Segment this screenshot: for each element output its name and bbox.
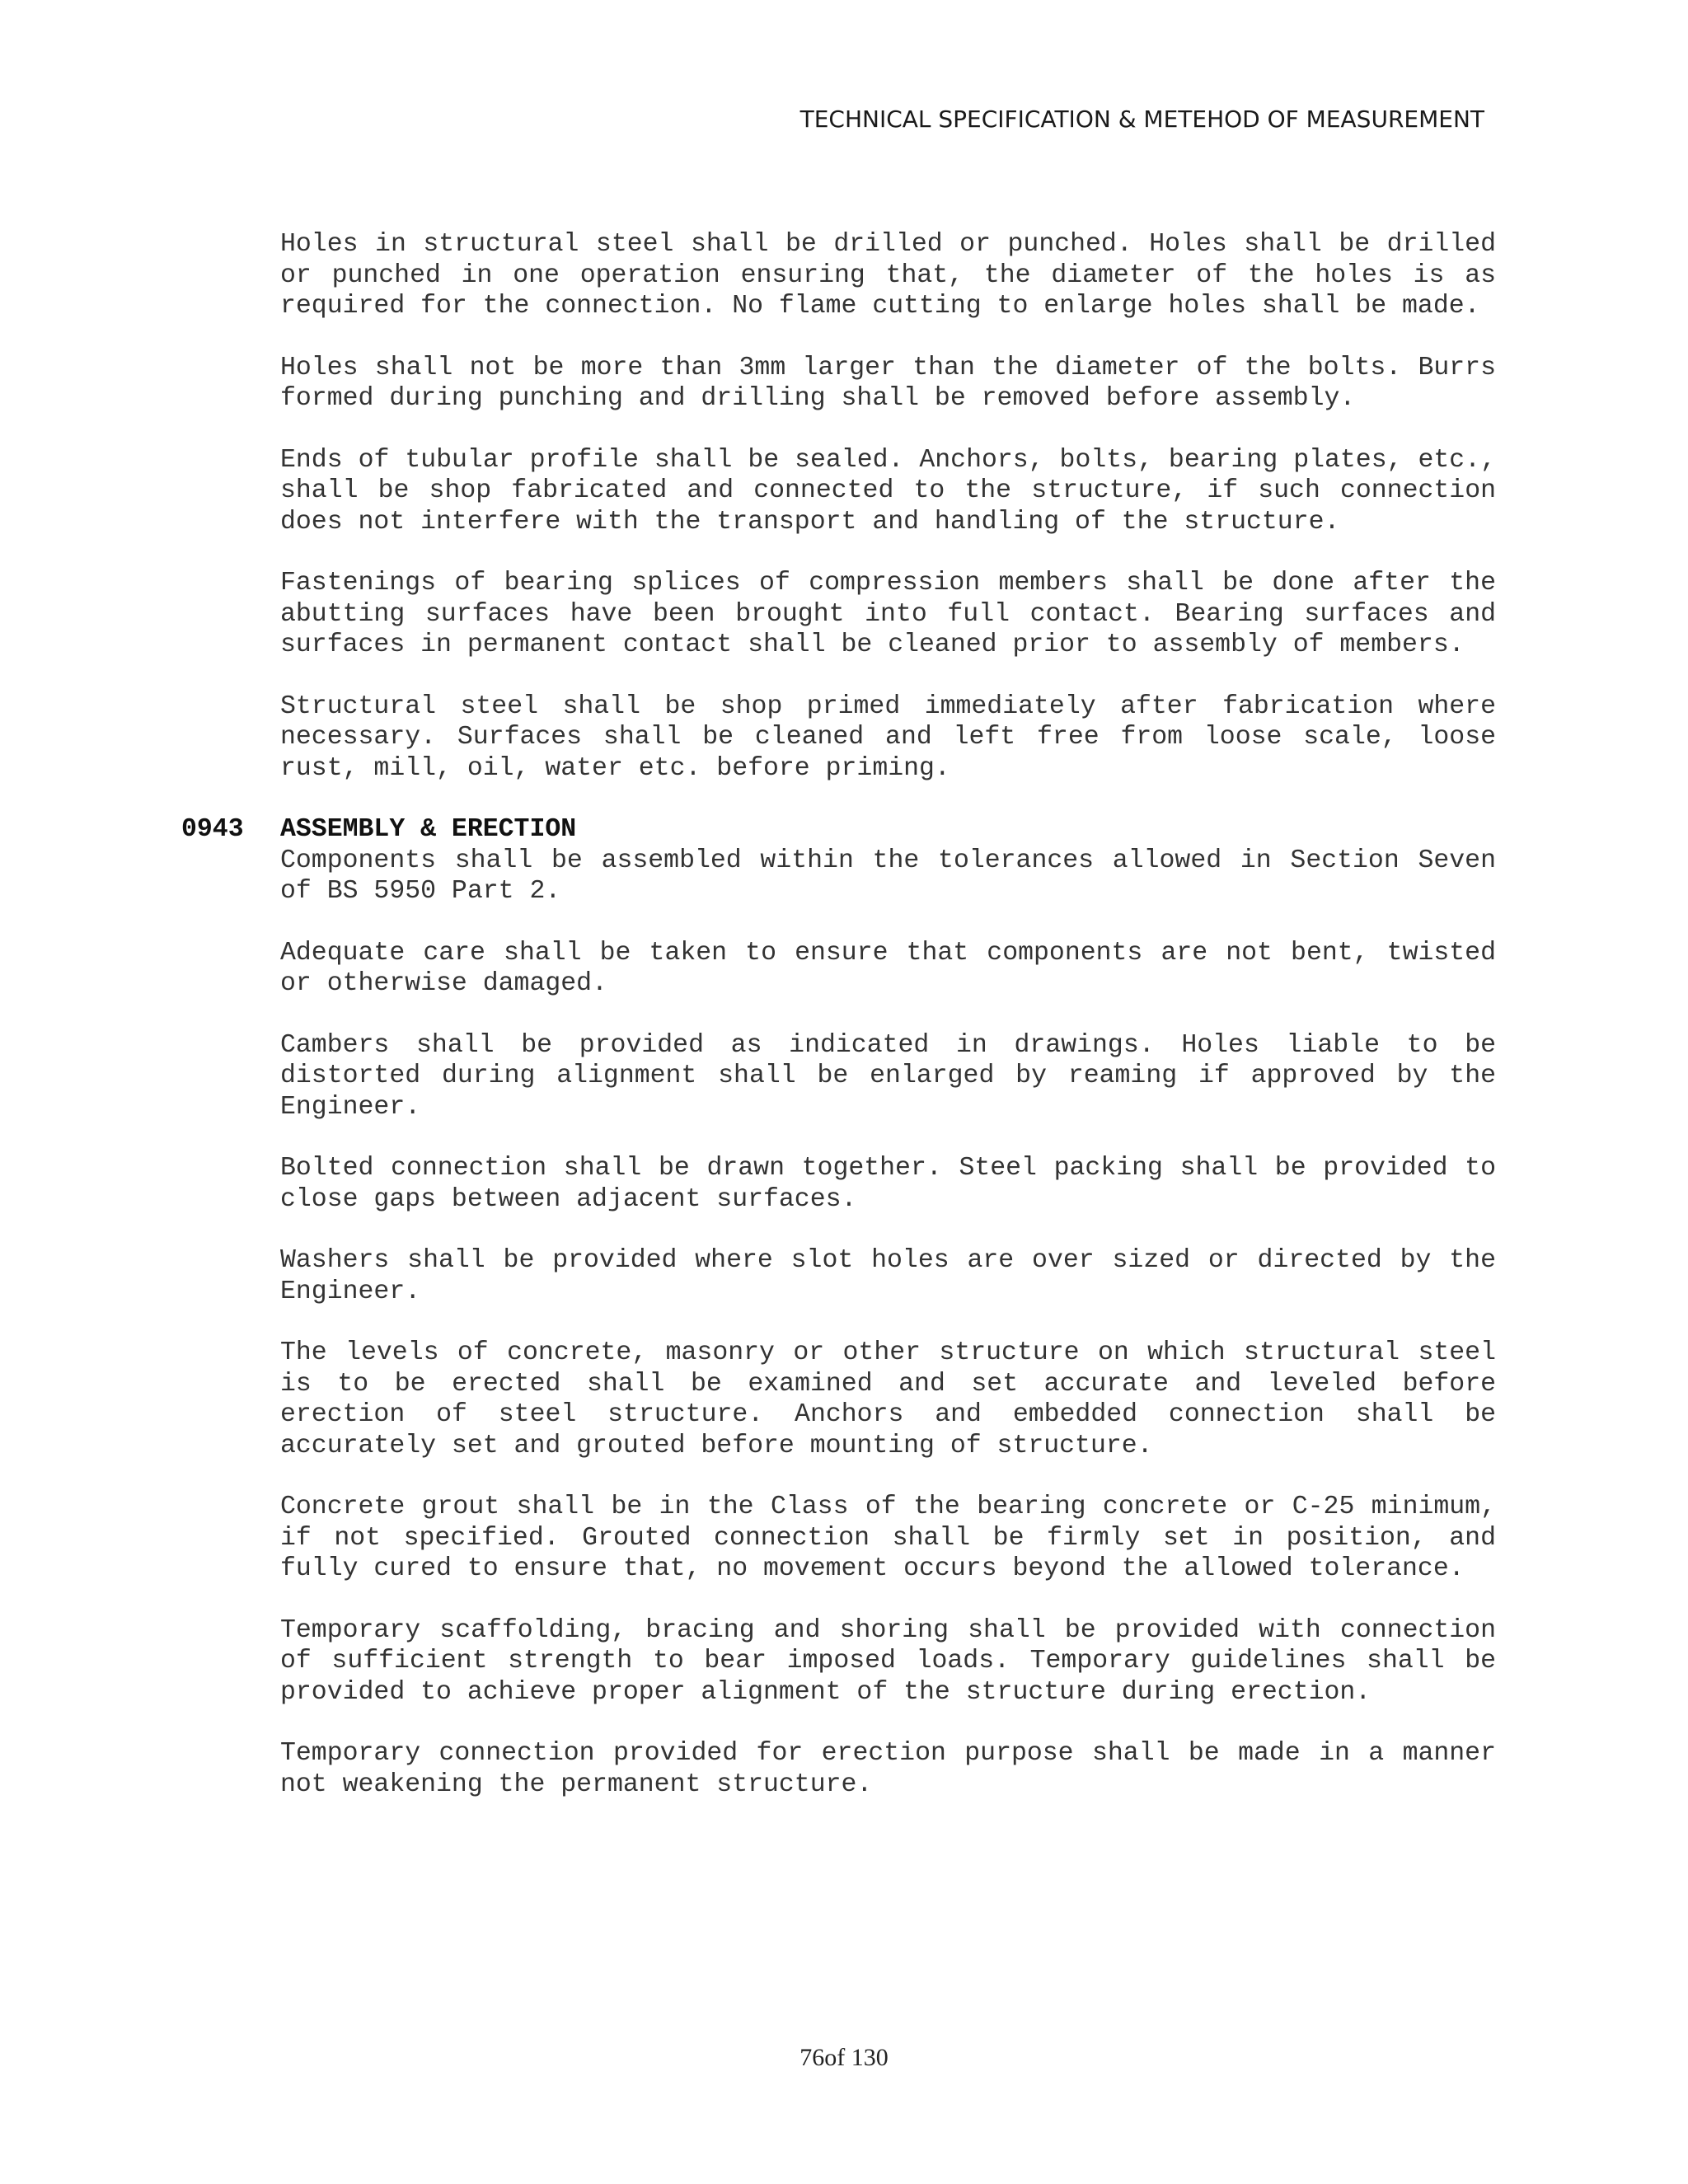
section-heading (181, 814, 1496, 846)
paragraph-concrete-grout: Concrete grout shall be in the Class of the bearing concrete or C-25 minimum, if not specified. Grouted connection shall be firmly set in position, and fully cured to ensure that, no movement occurs beyond the allowed tolerance. (280, 1493, 1496, 1583)
paragraph-bearing-splices: Fastenings of bearing splices of compression members shall be done after the abutting surfaces have been brought into full contact. Bearing surfaces and surfaces in permanent contact shall be cleaned prior to assembly of members. (280, 569, 1496, 659)
paragraph-bolted-connection: Bolted connection shall be drawn together. Steel packing shall be provided to close gaps between adjacent surfaces. (280, 1154, 1496, 1214)
paragraph-tubular-profile: Ends of tubular profile shall be sealed. Anchors, bolts, bearing plates, etc., shall be shop fabricated and connected to the structure, if such connection does not interfere with the transport and handling of the structure. (280, 445, 1496, 537)
paragraph-drilled-holes: Holes in structural steel shall be drilled or punched. Holes shall be drilled or punched in one operation ensuring that, the diameter of the holes is as required for the connection. No flame cutting to enlarge holes shall be made. (280, 230, 1496, 321)
page-header-title: TECHNICAL SPECIFICATION & METEHOD OF MEASUREMENT (799, 105, 1484, 133)
paragraph-temporary-scaffolding: Temporary scaffolding, bracing and shoring shall be provided with connection of sufficient strength to bear imposed loads. Temporary guidelines shall be provided to achieve proper alignment of the structure during erection. (280, 1615, 1496, 1707)
section-title: ASSEMBLY & ERECTION (280, 815, 577, 844)
paragraph-hole-tolerance: Holes shall not be more than 3mm larger than the diameter of the bolts. Burrs formed during punching and drilling shall be removed before assembly. (280, 353, 1496, 413)
section-assembly-erection (181, 814, 1496, 1800)
paragraph-washers: Washers shall be provided where slot holes are over sized or directed by the Engineer. (280, 1246, 1496, 1306)
paragraph-adequate-care: Adequate care shall be taken to ensure that components are not bent, twisted or otherwise damaged. (280, 938, 1496, 998)
document-body (181, 229, 1496, 1830)
paragraph-component-tolerances: Components shall be assembled within the tolerances allowed in Section Seven of BS 5950 Part 2. (280, 846, 1496, 906)
page-number: 76of 130 (799, 2044, 889, 2071)
paragraph-temporary-connection: Temporary connection provided for erection purpose shall be made in a manner not weakening the permanent structure. (280, 1739, 1496, 1799)
paragraph-cambers: Cambers shall be provided as indicated in drawings. Holes liable to be distorted during alignment shall be enlarged by reaming if approved by the Engineer. (280, 1030, 1496, 1122)
paragraph-shop-priming: Structural steel shall be shop primed immediately after fabrication where necessary. Surfaces shall be cleaned and left free from loose scale, loose rust, mill, oil, water etc. before priming. (280, 691, 1496, 783)
section-number: 0943 (181, 815, 244, 844)
paragraph-concrete-levels: The levels of concrete, masonry or other structure on which structural steel is to be erected shall be examined and set accurate and leveled before erection of steel structure. Anchors and embedded connection shall be accurately set and grouted before mounting of structure. (280, 1338, 1496, 1460)
